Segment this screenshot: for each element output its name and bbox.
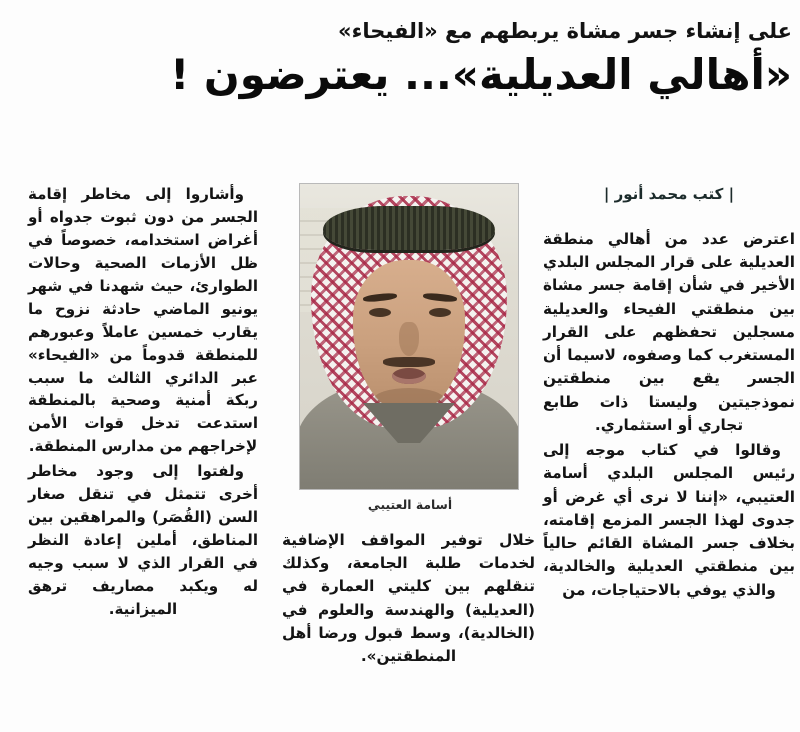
nose xyxy=(399,322,419,356)
main-headline: «أهالي العديلية»... يعترضون ! xyxy=(170,50,792,100)
article-byline: | كتب محمد أنور | xyxy=(603,185,735,203)
body-paragraph: ولفتوا إلى وجود مخاطر أخرى تتمثل في تنقل صغار السن (القُصَر) والمراهقين بين المناطق، أملين إعادة النظر في القرار الذي لا سبب وجيه له ويكبد مصاريف ترهق الميزانية. xyxy=(28,462,258,618)
headline-block xyxy=(8,18,792,100)
mouth xyxy=(392,368,426,384)
column-right xyxy=(543,183,795,604)
body-paragraph: اعترض عدد من أهالي منطقة العديلية على قرار المجلس البلدي الأخير في شأن إقامة جسر مشاة بين منطقتي الفيحاء والعديلية مسجلين تحفظهم على القرار المستغرب كما وصفوه، لاسيما أن الجسر يقع بين منطقتين نموذجيتين وليستا ذات طابع تجاري أو استثماري. xyxy=(543,229,795,434)
photo-caption: أسامة العتيبي xyxy=(367,497,453,512)
eye-right xyxy=(429,308,451,317)
agal-cord xyxy=(323,206,495,250)
body-paragraph: وأشاروا إلى مخاطر إقامة الجسر من دون ثبوت جدواه أو أغراض استخدامه، خصوصاً في ظل الأزمات الصحية وحالات الطوارئ، حيث شهدنا في شهر يونيو الماضي حادثة نزوح ما يقارب خمسين عاملاً وعبورهم للمنطقة قدوماً من «الفيحاء» عبر الدائري الثالث ما سبب ربكة أمنية وصحية بالمنطقة استدعت تدخل قوات الأمن لإخراجهم من مدارس المنطقة. xyxy=(28,185,258,456)
eyebrow-right xyxy=(423,292,458,303)
column-center xyxy=(282,183,535,670)
article-photo xyxy=(299,183,519,490)
kicker-headline: على إنشاء جسر مشاة يربطهم مع «الفيحاء» xyxy=(338,19,792,43)
body-paragraph: خلال توفير المواقف الإضافية لخدمات طلبة الجامعة، وكذلك تنقلهم بين كليتي العمارة في (العديلية) والهندسة والعلوم في (الخالدية)، وسط قبول ورضا أهل المنطقتين». xyxy=(282,530,535,666)
eye-left xyxy=(369,308,391,317)
body-paragraph: وقالوا في كتاب موجه إلى رئيس المجلس البلدي أسامة العتيبي، «إننا لا نرى أي غرض أو جدوى لهذا الجسر المزمع إقامته، بخلاف جسر المشاة القائم حالياً بين منطقتي العديلية والخالدية، والذي يوفي بالاحتياجات، من xyxy=(543,441,795,599)
column-left xyxy=(28,183,258,623)
eyebrow-left xyxy=(363,292,398,303)
mustache xyxy=(383,357,435,367)
